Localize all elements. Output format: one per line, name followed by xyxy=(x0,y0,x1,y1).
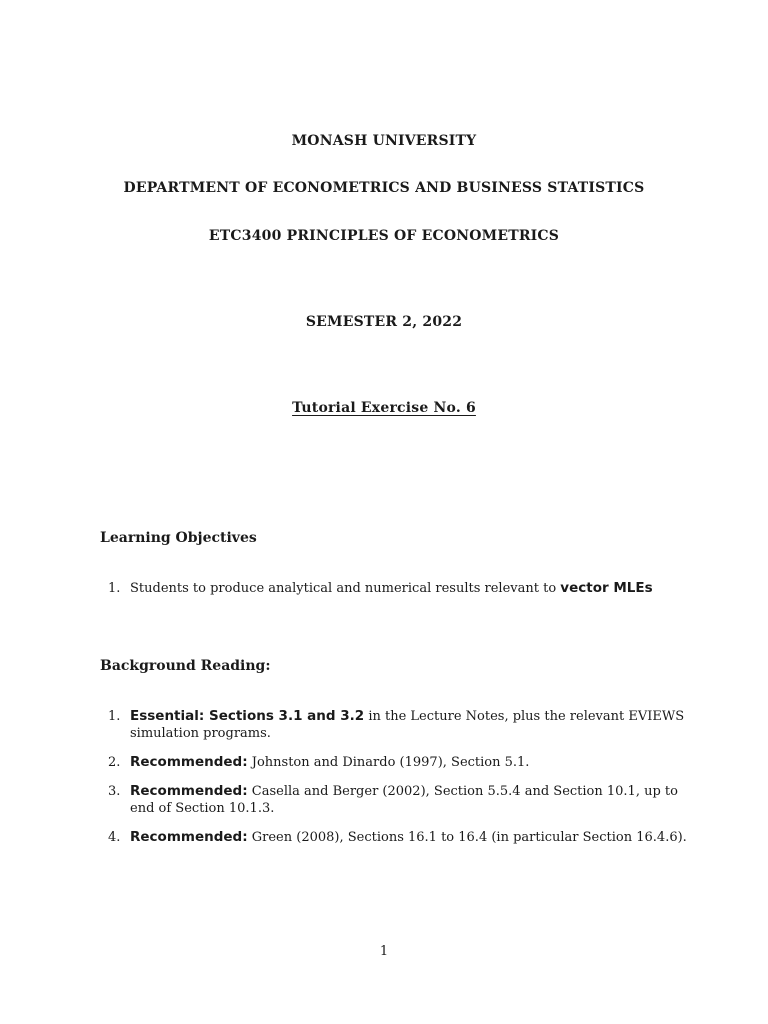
list-item-text: Casella and Berger (2002), Section 5.5.4 and Section 10.1, up to end of Section 10.1.3. xyxy=(130,784,678,816)
list-item-label: Essential: Sections 3.1 and 3.2 xyxy=(130,708,365,724)
list-item-text: Green (2008), Sections 16.1 to 16.4 (in particular Section 16.4.6). xyxy=(247,830,687,845)
tutorial-title xyxy=(0,400,768,416)
list-item-number: 4. xyxy=(108,830,121,845)
list-item xyxy=(100,708,690,742)
department-title: DEPARTMENT OF ECONOMETRICS AND BUSINESS STATISTICS xyxy=(123,180,645,196)
university-title: MONASH UNIVERSITY xyxy=(291,133,477,149)
background-reading-list xyxy=(100,708,690,846)
list-item-text: Students to produce analytical and numerical results relevant to xyxy=(130,581,561,596)
list-item-number: 3. xyxy=(108,784,121,799)
list-item-text: Johnston and Dinardo (1997), Section 5.1. xyxy=(247,755,530,770)
list-item-label: Recommended: xyxy=(130,754,248,770)
tutorial-title-text: Tutorial Exercise No. 6 xyxy=(292,400,476,416)
list-item-text: in the Lecture Notes, plus the relevant EVIEWS simulation programs. xyxy=(130,709,685,741)
list-item xyxy=(100,783,690,817)
learning-objectives-list xyxy=(100,580,690,597)
list-item-number: 1. xyxy=(108,581,121,596)
list-item-label: Recommended: xyxy=(130,783,248,799)
page-number: 1 xyxy=(379,944,389,959)
list-item xyxy=(100,754,690,771)
learning-objectives-heading: Learning Objectives xyxy=(100,530,257,546)
semester-title: SEMESTER 2, 2022 xyxy=(305,314,463,330)
list-item xyxy=(100,580,690,597)
course-title: ETC3400 PRINCIPLES OF ECONOMETRICS xyxy=(208,228,560,244)
list-item-number: 1. xyxy=(108,709,121,724)
list-item-label: Recommended: xyxy=(130,829,248,845)
background-reading-heading: Background Reading: xyxy=(100,658,271,674)
list-item-number: 2. xyxy=(108,755,121,770)
list-item-emphasis: vector MLEs xyxy=(560,580,653,596)
list-item xyxy=(100,829,690,846)
